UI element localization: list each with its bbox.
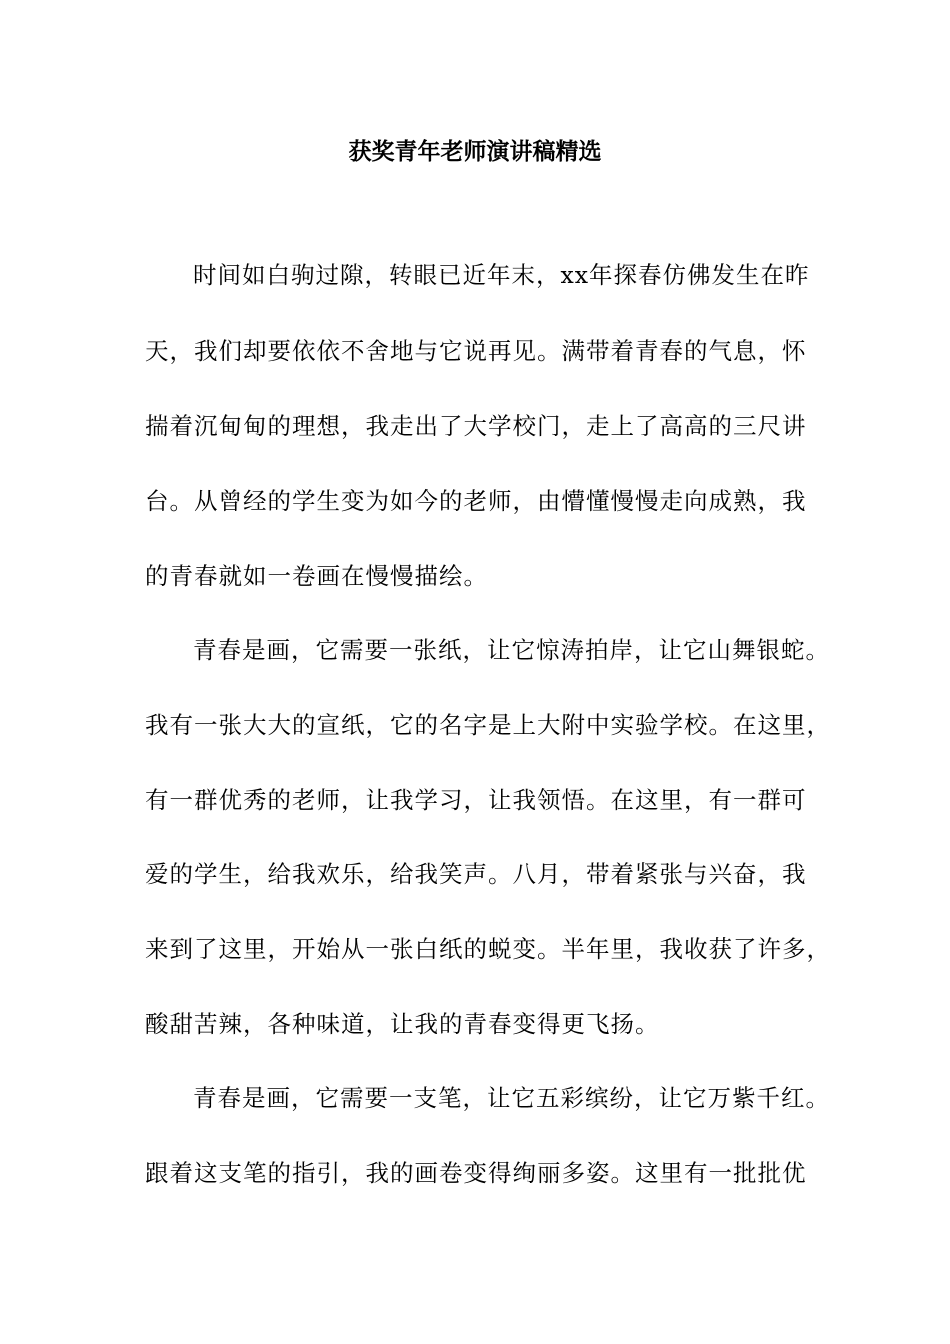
document-title: 获奖青年老师演讲稿精选 [348,138,602,165]
paragraph-line: 时间如白驹过隙，转眼已近年末，xx年探春仿佛发生在昨 [193,261,810,289]
paragraph-line: 台。从曾经的学生变为如今的老师，由懵懂慢慢走向成熟，我 [145,487,807,515]
paragraph-line: 来到了这里，开始从一张白纸的蜕变。半年里，我收获了许多， [145,935,831,963]
paragraph-line: 有一群优秀的老师，让我学习，让我领悟。在这里，有一群可 [145,786,807,814]
paragraph-line: 爱的学生，给我欢乐，给我笑声。八月，带着紧张与兴奋，我 [145,860,807,888]
paragraph-line: 酸甜苦辣，各种味道，让我的青春变得更飞扬。 [145,1010,660,1038]
paragraph-line: 跟着这支笔的指引，我的画卷变得绚丽多姿。这里有一批批优 [145,1159,807,1187]
paragraph-line: 我有一张大大的宣纸，它的名字是上大附中实验学校。在这里， [145,711,831,739]
paragraph-line: 的青春就如一卷画在慢慢描绘。 [145,562,488,590]
paragraph-line: 天，我们却要依依不舍地与它说再见。满带着青春的气息，怀 [145,337,807,365]
paragraph-line: 青春是画，它需要一支笔，让它五彩缤纷，让它万紫千红。 [193,1084,830,1112]
paragraph-line: 青春是画，它需要一张纸，让它惊涛拍岸，让它山舞银蛇。 [193,636,830,664]
paragraph-line: 揣着沉甸甸的理想，我走出了大学校门，走上了高高的三尺讲 [145,412,807,440]
